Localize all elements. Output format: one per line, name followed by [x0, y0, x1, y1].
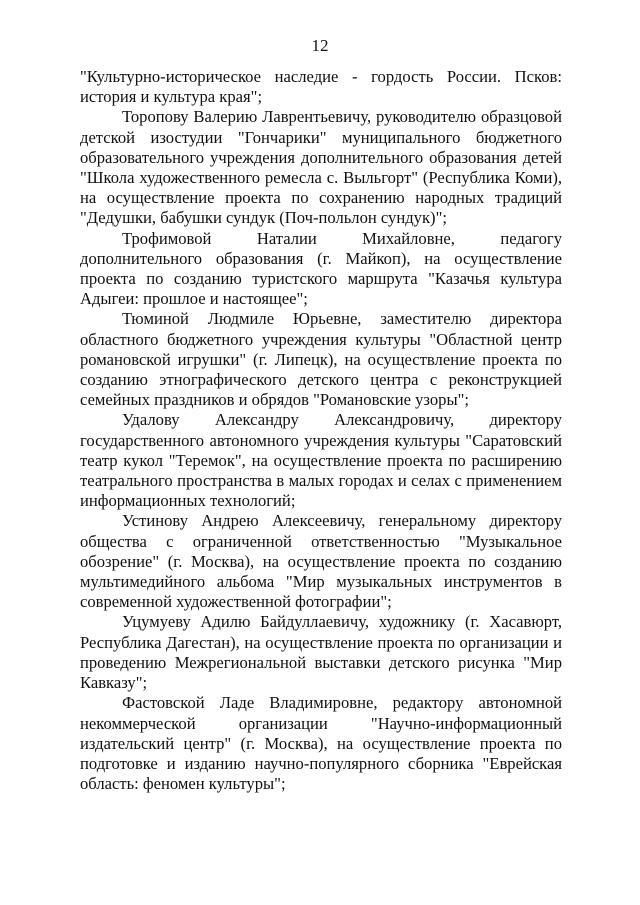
paragraph-1: "Культурно-историческое наследие - гордость России. Псков: история и культура края"; — [80, 67, 562, 107]
page-number: 12 — [311, 36, 329, 55]
paragraph-6: Устинову Андрею Алексеевичу, генеральному директору общества с ограниченной ответственностью "Музыкальное обозрение" (г. Москва), на осуществление проекта по созданию мультимедийного альбома "Мир музыкальных инструментов в современной художественной фотографии"; — [80, 511, 562, 612]
paragraph-8: Фастовской Ладе Владимировне, редактору автономной некоммерческой организации "Научно-информационный издательский центр" (г. Москва), на осуществление проекта по подготовке и изданию научно-популярного сборника "Еврейская область: феномен культуры"; — [80, 693, 562, 794]
paragraph-7: Уцумуеву Адилю Байдуллаевичу, художнику (г. Хасавюрт, Республика Дагестан), на осуществление проекта по организации и проведению Межрегиональной выставки детского рисунка "Мир Кавказу"; — [80, 612, 562, 693]
document-body — [80, 67, 562, 794]
paragraph-2: Торопову Валерию Лаврентьевичу, руководителю образцовой детской изостудии "Гончарики" муниципального бюджетного образовательного учреждения дополнительного образования детей "Школа художественного ремесла с. Выльгорт" (Республика Коми), на осуществление проекта по сохранению народных традиций "Дедушки, бабушки сундук (Поч-польлон сундук)"; — [80, 107, 562, 228]
paragraph-3: Трофимовой Наталии Михайловне, педагогу дополнительного образования (г. Майкоп), на осуществление проекта по созданию туристского маршрута "Казачья культура Адыгеи: прошлое и настоящее"; — [80, 228, 562, 309]
paragraph-4: Тюминой Людмиле Юрьевне, заместителю директора областного бюджетного учреждения культуры "Областной центр романовской игрушки" (г. Липецк), на осуществление проекта по созданию этнографического детского центра с реконструкцией семейных праздников и обрядов "Романовские узоры"; — [80, 309, 562, 410]
paragraph-5: Удалову Александру Александровичу, директору государственного автономного учреждения культуры "Саратовский театр кукол "Теремок", на осуществление проекта по расширению театрального пространства в малых городах и селах с применением информационных технологий; — [80, 410, 562, 511]
